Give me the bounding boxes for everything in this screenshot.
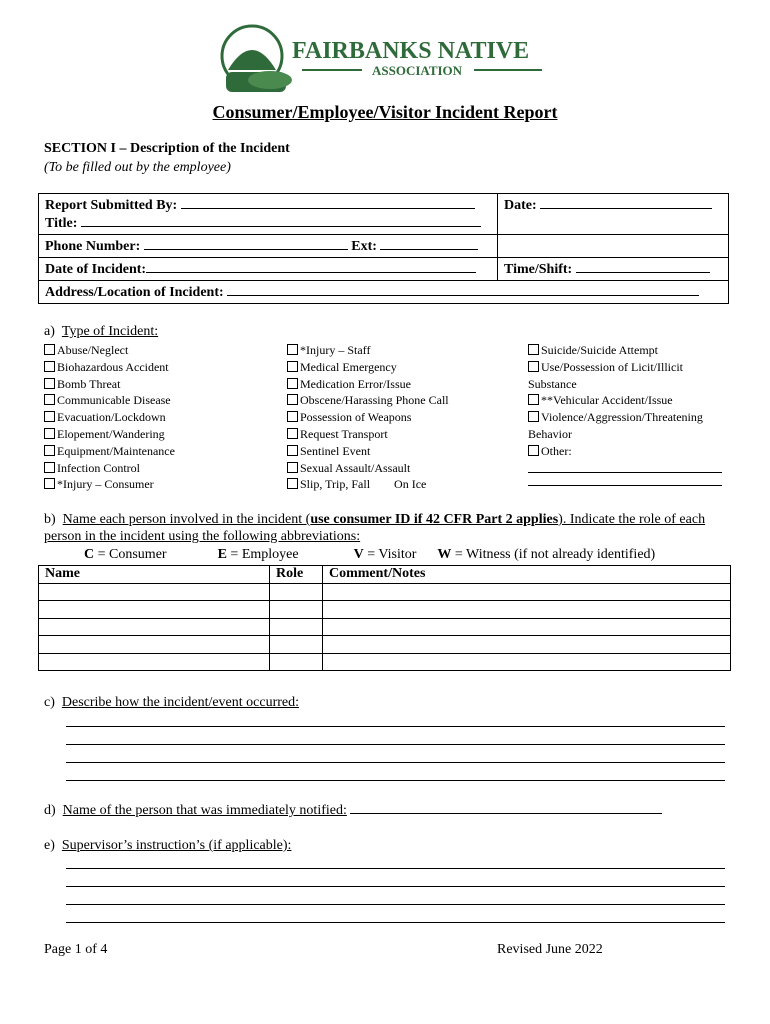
checkbox-icon[interactable]	[287, 428, 298, 439]
revision-date: Revised June 2022	[497, 942, 603, 957]
ext-field[interactable]	[380, 237, 478, 250]
checkbox-icon[interactable]	[528, 445, 539, 456]
checkbox-icon[interactable]	[287, 378, 298, 389]
role-legend: C = Consumer E = Employee V = Visitor W = Witness (if not already identified)	[84, 547, 656, 562]
ext-label: Ext:	[351, 239, 377, 254]
incident-type-checkbox[interactable]: Equipment/Maintenance	[44, 443, 175, 460]
incident-type-checkbox[interactable]: Evacuation/Lockdown	[44, 409, 175, 426]
table-row[interactable]	[39, 636, 731, 654]
describe-heading: c) Describe how the incident/event occurred:	[44, 695, 300, 710]
checkbox-icon[interactable]	[528, 394, 539, 405]
checkbox-icon[interactable]	[44, 478, 55, 489]
type-heading: a) Type of Incident:	[44, 324, 159, 339]
incident-type-checkbox[interactable]: Communicable Disease	[44, 392, 175, 409]
table-header-row	[39, 566, 731, 584]
phone-label: Phone Number:	[45, 239, 141, 254]
phone-field[interactable]	[144, 237, 348, 250]
checkbox-icon[interactable]	[287, 478, 298, 489]
checkbox-icon[interactable]	[287, 445, 298, 456]
checkbox-icon[interactable]	[44, 462, 55, 473]
address-label: Address/Location of Incident:	[45, 285, 224, 300]
name-header: Name	[39, 566, 270, 584]
incident-types-col2	[287, 342, 449, 493]
supervisor-line[interactable]	[66, 886, 725, 887]
checkbox-icon[interactable]	[44, 411, 55, 422]
table-row[interactable]	[39, 618, 731, 636]
table-row[interactable]	[39, 601, 731, 619]
checkbox-icon[interactable]	[287, 394, 298, 405]
checkbox-icon[interactable]	[44, 344, 55, 355]
report-title: Consumer/Employee/Visitor Incident Report	[212, 102, 558, 122]
section-subtitle: (To be filled out by the employee)	[44, 160, 231, 175]
incident-type-checkbox[interactable]: Obscene/Harassing Phone Call	[287, 392, 449, 409]
checkbox-icon[interactable]	[287, 411, 298, 422]
incident-type-checkbox[interactable]: *Injury – Staff	[287, 342, 449, 359]
logo-line2: ASSOCIATION	[372, 63, 463, 78]
incident-type-checkbox[interactable]: Abuse/Neglect	[44, 342, 175, 359]
supervisor-line[interactable]	[66, 868, 725, 869]
submitted-by-field[interactable]	[181, 196, 475, 209]
incident-type-checkbox[interactable]: Request Transport	[287, 426, 449, 443]
page-number: Page 1 of 4	[44, 942, 108, 957]
checkbox-icon[interactable]	[44, 361, 55, 372]
title-label: Title:	[45, 216, 78, 231]
incident-type-checkbox[interactable]: *Injury – Consumer	[44, 476, 175, 493]
persons-instructions: b) Name each person involved in the incident (use consumer ID if 42 CFR Part 2 applies). Indicate the role of each person in the incident using the following abbreviations:	[44, 512, 706, 544]
notified-field[interactable]	[350, 801, 662, 814]
describe-line[interactable]	[66, 726, 725, 727]
persons-table	[38, 565, 731, 671]
incident-type-checkbox[interactable]: Elopement/Wandering	[44, 426, 175, 443]
checkbox-icon[interactable]	[287, 361, 298, 372]
incident-type-checkbox[interactable]: Suicide/Suicide Attempt	[528, 342, 728, 359]
section-title: SECTION I – Description of the Incident	[44, 141, 290, 156]
checkbox-icon[interactable]	[44, 394, 55, 405]
submitted-by-label: Report Submitted By:	[45, 198, 178, 213]
incident-types-col1	[44, 342, 175, 493]
incident-type-checkbox[interactable]: Sexual Assault/Assault	[287, 460, 449, 477]
incident-type-checkbox[interactable]: Sentinel Event	[287, 443, 449, 460]
checkbox-icon[interactable]	[44, 378, 55, 389]
checkbox-icon[interactable]	[44, 428, 55, 439]
incident-types-col3	[528, 342, 728, 486]
incident-type-checkbox[interactable]: Slip, Trip, Fall On Ice	[287, 476, 449, 493]
checkbox-icon[interactable]	[287, 462, 298, 473]
checkbox-icon[interactable]	[528, 411, 539, 422]
checkbox-icon[interactable]	[528, 344, 539, 355]
table-row[interactable]	[39, 583, 731, 601]
other-line[interactable]	[528, 473, 722, 486]
logo-line1: FAIRBANKS NATIVE	[292, 38, 530, 64]
incident-type-checkbox[interactable]: Other:	[528, 443, 728, 460]
report-info-table	[38, 193, 729, 304]
incident-type-checkbox[interactable]: Medication Error/Issue	[287, 376, 449, 393]
incident-type-checkbox[interactable]: Violence/Aggression/Threatening Behavior	[528, 410, 703, 441]
checkbox-icon[interactable]	[528, 361, 539, 372]
supervisor-line[interactable]	[66, 904, 725, 905]
incident-type-checkbox[interactable]: Medical Emergency	[287, 359, 449, 376]
role-header: Role	[270, 566, 323, 584]
date-incident-label: Date of Incident:	[45, 262, 147, 277]
checkbox-icon[interactable]	[287, 344, 298, 355]
incident-type-checkbox[interactable]: Use/Possession of Licit/Illicit Substance	[528, 359, 683, 391]
address-field[interactable]	[227, 283, 699, 296]
checkbox-icon[interactable]	[44, 445, 55, 456]
describe-line[interactable]	[66, 744, 725, 745]
describe-line[interactable]	[66, 780, 725, 781]
incident-type-checkbox[interactable]: Bomb Threat	[44, 376, 175, 393]
time-shift-field[interactable]	[576, 260, 710, 273]
incident-type-checkbox[interactable]: Biohazardous Accident	[44, 359, 175, 376]
date-incident-field[interactable]	[146, 260, 476, 273]
describe-line[interactable]	[66, 762, 725, 763]
supervisor-line[interactable]	[66, 922, 725, 923]
date-label: Date:	[504, 198, 537, 213]
notified-heading: d) Name of the person that was immediately notified:	[44, 801, 662, 819]
supervisor-heading: e) Supervisor’s instruction’s (if applicable):	[44, 838, 292, 853]
time-shift-label: Time/Shift:	[504, 262, 573, 277]
notes-header: Comment/Notes	[323, 566, 731, 584]
incident-type-checkbox[interactable]: **Vehicular Accident/Issue	[528, 392, 728, 409]
date-field[interactable]	[540, 196, 712, 209]
incident-type-checkbox[interactable]: Possession of Weapons	[287, 409, 449, 426]
title-field[interactable]	[81, 214, 481, 227]
table-row[interactable]	[39, 653, 731, 671]
organization-logo	[212, 20, 552, 96]
incident-type-checkbox[interactable]: Infection Control	[44, 460, 175, 477]
other-line[interactable]	[528, 460, 722, 473]
